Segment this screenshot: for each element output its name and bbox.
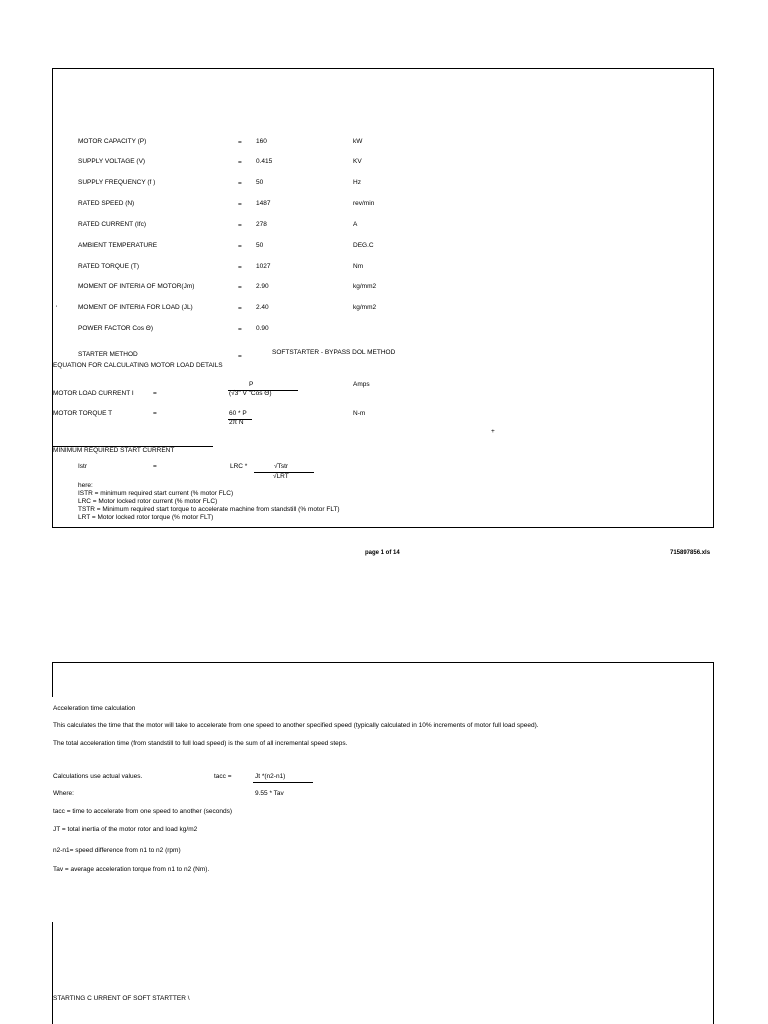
motor-torque-label: MOTOR TORQUE T [53,410,113,417]
param-equals: = [238,305,242,312]
definition-line: LRT = Motor locked rotor torque (% motor FLT) [78,514,214,521]
param-equals: = [238,284,242,291]
where-label: Where: [53,790,74,797]
istr-denominator: √LRT [273,473,289,480]
accel-description-2: The total acceleration time (from standstill to full load speed) is the sum of all incremental speed steps. [53,740,348,747]
param-equals: = [238,243,242,250]
param-unit: DEG.C [353,242,374,249]
load-current-unit: Amps [353,381,370,388]
definition-line: ISTR = minimum required start current (% motor FLC) [78,490,234,497]
param-label: SUPPLY VOLTAGE (V) [78,158,146,165]
equation-heading: EQUATION FOR CALCULATING MOTOR LOAD DETAILS [53,362,223,369]
param-label: RATED CURRENT (Ifc) [78,221,147,228]
starting-current-heading: STARTING C URRENT OF SOFT STARTTER \ [53,995,190,1002]
load-current-denominator: (√3" V "Cos Θ) [229,390,272,397]
param-unit: KV [353,158,362,165]
def-tav: Tav = average acceleration torque from n1 to n2 (Nm). [53,866,210,873]
def-n: n2-n1= speed difference from n1 to n2 (rpm) [53,847,181,854]
param-equals: = [238,201,242,208]
param-value: 1487 [256,200,271,207]
calc-note: Calculations use actual values. [53,773,143,780]
motor-torque-denominator: 2π N [229,419,244,426]
stray-mark: ' [56,305,58,312]
param-label: MOMENT OF INTERIA FOR LOAD (JL) [78,304,193,311]
param-equals: = [238,264,242,271]
param-value: 2.90 [256,283,269,290]
page2-border-left-lower [52,922,53,1024]
param-label: SUPPLY FREQUENCY (f ) [78,179,156,186]
page1-border-left [52,68,53,528]
istr-lrc: LRC * [230,463,248,470]
min-start-current-heading: MINIMUM REQUIRED START CURRENT [53,447,175,454]
param-unit: kg/mm2 [353,283,377,290]
underline-bottom [151,527,281,528]
param-label: AMBIENT TEMPERATURE [78,242,158,249]
tacc-numerator: Jt *(n2-n1) [255,773,286,780]
page2-border-right [713,662,714,1024]
tacc-fraction-line [253,782,313,783]
motor-torque-numerator: 60 * P [229,410,247,417]
page1-border-top [52,68,714,69]
istr-numerator: √Tstr [274,463,289,470]
param-value: 2.40 [256,304,269,311]
param-equals: = [238,139,242,146]
accel-title: Acceleration time calculation [53,705,136,712]
param-value: 50 [256,242,264,249]
page2-border-top [52,662,714,663]
istr-label: Istr [78,463,88,470]
motor-torque-equals: = [153,410,157,417]
param-value: 0.90 [256,325,269,332]
load-current-numerator: P [249,381,254,388]
param-unit: Hz [353,179,361,186]
here-label: here: [78,482,93,489]
istr-equals: = [153,463,157,470]
param-value: 0.415 [256,158,273,165]
param-label: RATED SPEED (N) [78,200,135,207]
page-number: page 1 of 14 [365,550,400,556]
starter-method-equals: = [238,353,242,360]
def-jt: JT = total inertia of the motor rotor and load kg/m2 [53,826,198,833]
param-value: 50 [256,179,264,186]
param-label: MOTOR CAPACITY (P) [78,138,147,145]
motor-torque-unit: N-m [353,410,366,417]
plus-mark: + [491,428,495,435]
def-tacc: tacc = time to accelerate from one speed to another (seconds) [53,808,233,815]
param-value: 1027 [256,263,271,270]
load-current-equals: = [153,390,157,397]
file-name: 715897856.xls [670,550,711,556]
param-equals: = [238,180,242,187]
definition-line: LRC = Motor locked rotor current (% motor FLC) [78,498,218,505]
tacc-denominator: 9.55 * Tav [255,790,284,797]
param-unit: rev/min [353,200,375,207]
param-unit: kW [353,138,363,145]
param-unit: Nm [353,263,364,270]
param-equals: = [238,326,242,333]
param-value: 278 [256,221,267,228]
param-label: POWER FACTOR Cos Θ) [78,325,153,332]
tacc-label: tacc = [214,773,232,780]
page2-border-left-upper [52,662,53,697]
param-label: RATED TORQUE (T) [78,263,140,270]
starter-method-value: SOFTSTARTER - BYPASS DOL METHOD [272,349,396,356]
starter-method-label: STARTER METHOD [78,351,138,358]
param-equals: = [238,222,242,229]
accel-description-1: This calculates the time that the motor will take to accelerate from one speed to another specified speed (typically calculated in 10% increments of motor full load speed). [53,722,539,729]
param-label: MOMENT OF INTERIA OF MOTOR(Jm) [78,283,195,290]
load-current-label: MOTOR LOAD CURRENT I [53,390,134,397]
param-equals: = [238,159,242,166]
param-value: 160 [256,138,267,145]
param-unit: A [353,221,358,228]
param-unit: kg/mm2 [353,304,377,311]
definition-line: TSTR = Minimum required start torque to accelerate machine from standstill (% motor FLT) [78,506,340,513]
page1-border-right [713,68,714,528]
